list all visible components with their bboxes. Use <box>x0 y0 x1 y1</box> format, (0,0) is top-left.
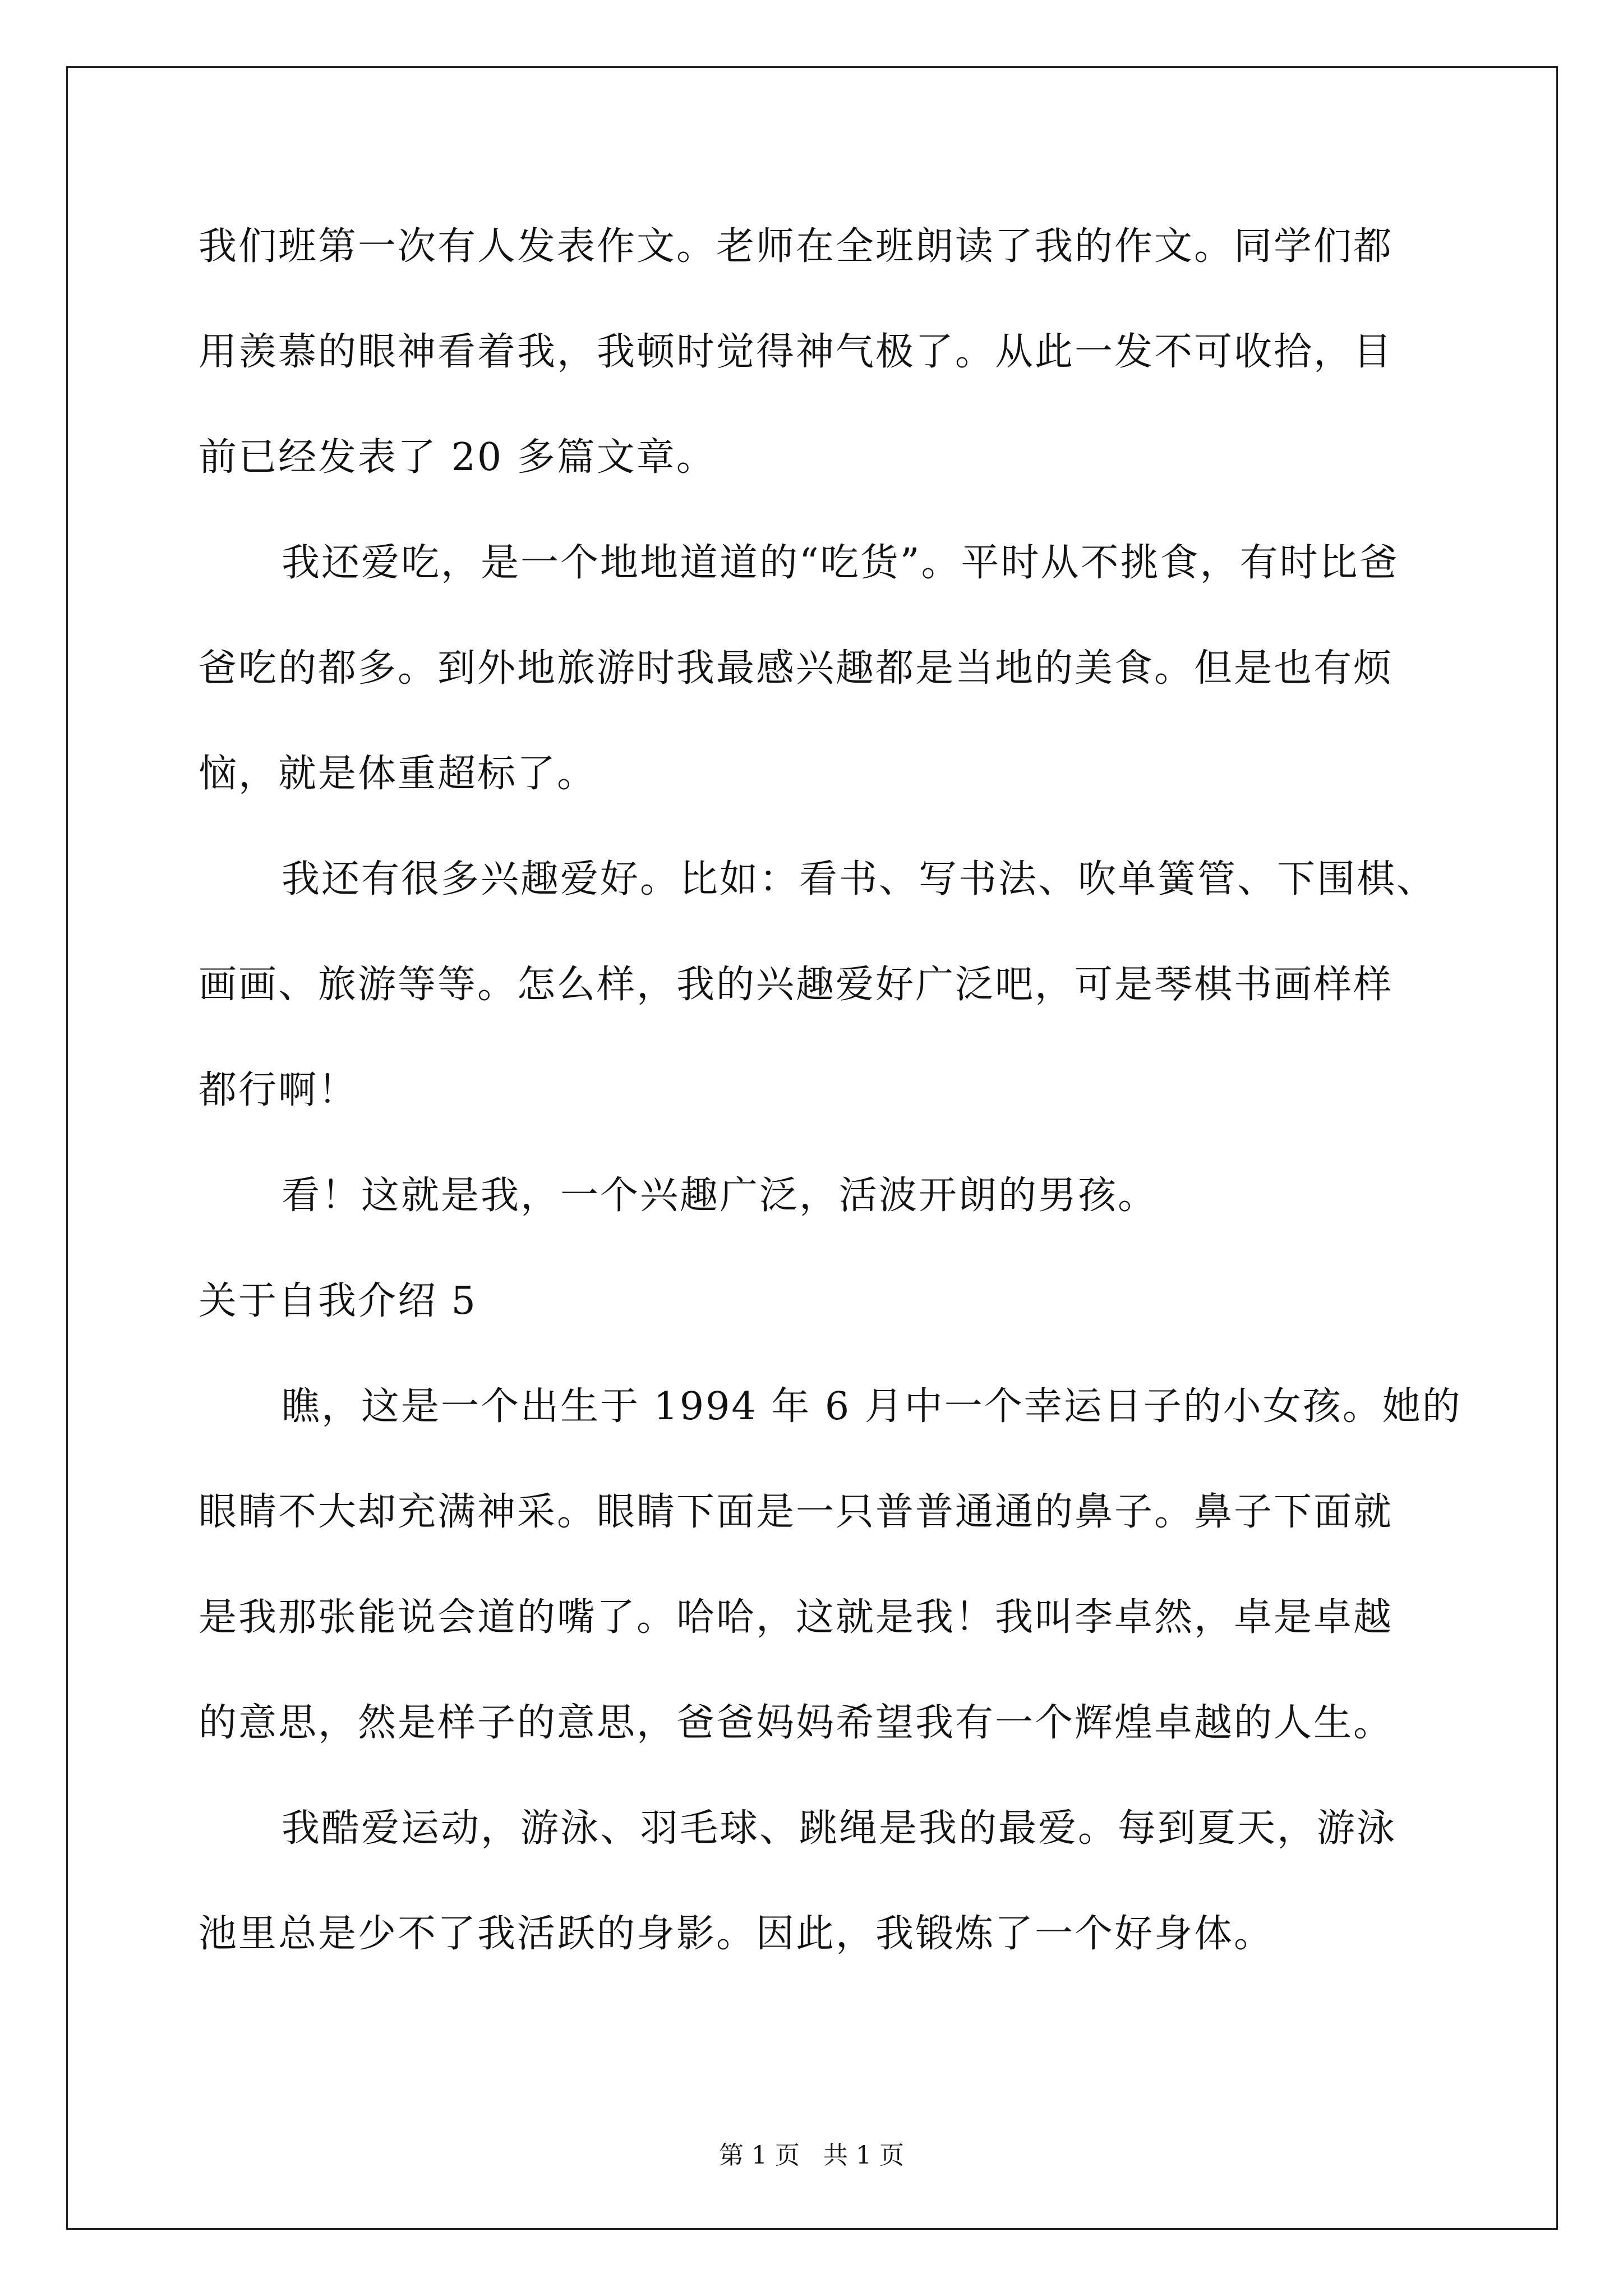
text-line: 池里总是少不了我活跃的身影。因此，我锻炼了一个好身体。 <box>199 1912 1274 1956</box>
text-line: 我酷爱运动，游泳、羽毛球、跳绳是我的最爱。每到夏天，游泳 <box>282 1806 1397 1851</box>
text-line: 都行啊！ <box>199 1068 358 1112</box>
page-total: 共 1 页 <box>823 2141 904 2170</box>
text-line: 看！这就是我，一个兴趣广泛，活波开朗的男孩。 <box>282 1174 1158 1218</box>
text-line: 眼睛不大却充满神采。眼睛下面是一只普普通通的鼻子。鼻子下面就 <box>199 1490 1394 1534</box>
text-line: 我还爱吃，是一个地地道道的“吃货”。平时从不挑食，有时比爸 <box>282 541 1399 585</box>
text-line: 瞧，这是一个出生于 1994 年 6 月中一个幸运日子的小女孩。她的 <box>282 1384 1462 1429</box>
text-line: 爸吃的都多。到外地旅游时我最感兴趣都是当地的美食。但是也有烦 <box>199 646 1394 691</box>
text-line: 是我那张能说会道的嘴了。哈哈，这就是我！我叫李卓然，卓是卓越 <box>199 1595 1394 1640</box>
text-line: 画画、旅游等等。怎么样，我的兴趣爱好广泛吧，可是琴棋书画样样 <box>199 963 1394 1007</box>
text-line: 我们班第一次有人发表作文。老师在全班朗读了我的作文。同学们都 <box>199 224 1394 269</box>
text-line: 前已经发表了 20 多篇文章。 <box>199 435 716 480</box>
page-number: 第 1 页 <box>719 2141 800 2170</box>
text-line: 的意思，然是样子的意思，爸爸妈妈希望我有一个辉煌卓越的人生。 <box>199 1701 1394 1745</box>
page-footer <box>0 2140 1623 2171</box>
section-heading: 关于自我介绍 5 <box>199 1279 477 1323</box>
text-line: 恼，就是体重超标了。 <box>199 752 597 796</box>
page-border <box>66 66 1558 2230</box>
text-line: 我还有很多兴趣爱好。比如：看书、写书法、吹单簧管、下围棋、 <box>282 857 1437 901</box>
text-line: 用羡慕的眼神看着我，我顿时觉得神气极了。从此一发不可收拾，目 <box>199 330 1394 374</box>
